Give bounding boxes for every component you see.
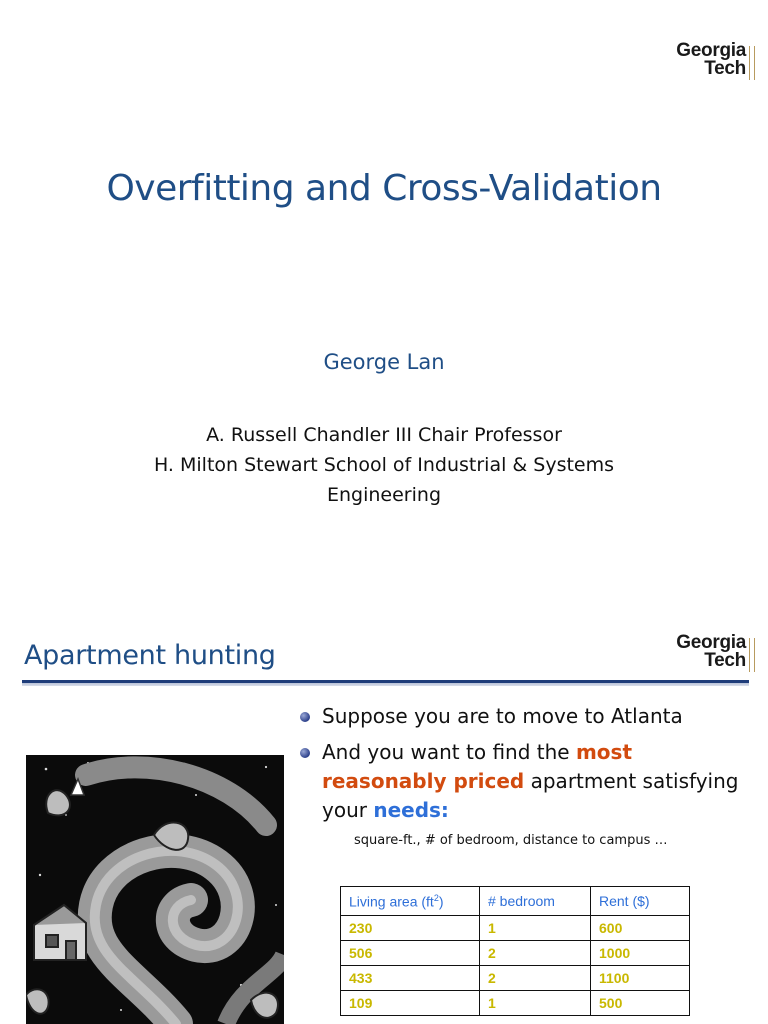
- bullet-item: [300, 702, 740, 731]
- beanstalk-house-illustration: [26, 755, 284, 1024]
- bullet-icon: [300, 748, 310, 758]
- text-run: your: [322, 798, 374, 822]
- logo-bar-icon: [749, 46, 755, 80]
- logo-line-2: Tech: [704, 58, 746, 79]
- affiliation-line: Engineering: [327, 484, 441, 506]
- text-run: apartment satisfying: [524, 769, 739, 793]
- cell-bedroom: 1: [480, 916, 591, 941]
- table-header-row: [341, 887, 690, 916]
- affiliation-line: H. Milton Stewart School of Industrial & Systems: [153, 454, 615, 476]
- cell-area: 433: [341, 966, 480, 991]
- table-row: [341, 916, 690, 941]
- table-row: [341, 966, 690, 991]
- highlight-most: most: [575, 740, 632, 764]
- title-divider: [22, 680, 749, 686]
- cell-area: 230: [341, 916, 480, 941]
- affiliation-line: A. Russell Chandler III Chair Professor: [206, 424, 562, 446]
- logo-line-2: Tech: [704, 650, 746, 671]
- cell-area: 109: [341, 991, 480, 1016]
- bullet-text: [322, 738, 740, 825]
- slide-title: Overfitting and Cross-Validation: [106, 168, 662, 209]
- cell-rent: 500: [591, 991, 690, 1016]
- header-text: Living area (ft: [349, 893, 434, 910]
- highlight-needs: needs:: [373, 798, 449, 822]
- table-row: [341, 941, 690, 966]
- highlight-reasonably-priced: reasonably priced: [322, 769, 525, 793]
- apartment-slide: [0, 600, 768, 1024]
- table-row: [341, 991, 690, 1016]
- bullet-item: [300, 738, 740, 825]
- cell-bedroom: 1: [480, 991, 591, 1016]
- header-text: ): [438, 893, 444, 910]
- header-living-area: [341, 887, 480, 916]
- bullet-icon: [300, 712, 310, 722]
- cell-rent: 1100: [591, 966, 690, 991]
- georgia-tech-logo: [676, 634, 746, 670]
- bullet-text: Suppose you are to move to Atlanta: [322, 704, 683, 728]
- author-name: George Lan: [323, 350, 445, 374]
- beanstalk-illustration-icon: [26, 755, 284, 1024]
- cell-rent: 1000: [591, 941, 690, 966]
- logo-bar-icon: [749, 638, 755, 672]
- cell-rent: 600: [591, 916, 690, 941]
- header-rent: Rent ($): [591, 887, 690, 916]
- apartment-table: [340, 886, 690, 1016]
- cell-bedroom: 2: [480, 941, 591, 966]
- header-bedroom: # bedroom: [480, 887, 591, 916]
- cell-area: 506: [341, 941, 480, 966]
- affiliation: [0, 420, 768, 510]
- header-superscript: 2: [433, 892, 439, 903]
- logo-line-1: Georgia: [676, 632, 746, 653]
- text-run: And you want to find the: [322, 740, 576, 764]
- georgia-tech-logo: [676, 42, 746, 78]
- cell-bedroom: 2: [480, 966, 591, 991]
- slide-title: Apartment hunting: [24, 640, 276, 671]
- needs-subtext: square-ft., # of bedroom, distance to campus …: [354, 833, 668, 848]
- logo-line-1: Georgia: [676, 40, 746, 61]
